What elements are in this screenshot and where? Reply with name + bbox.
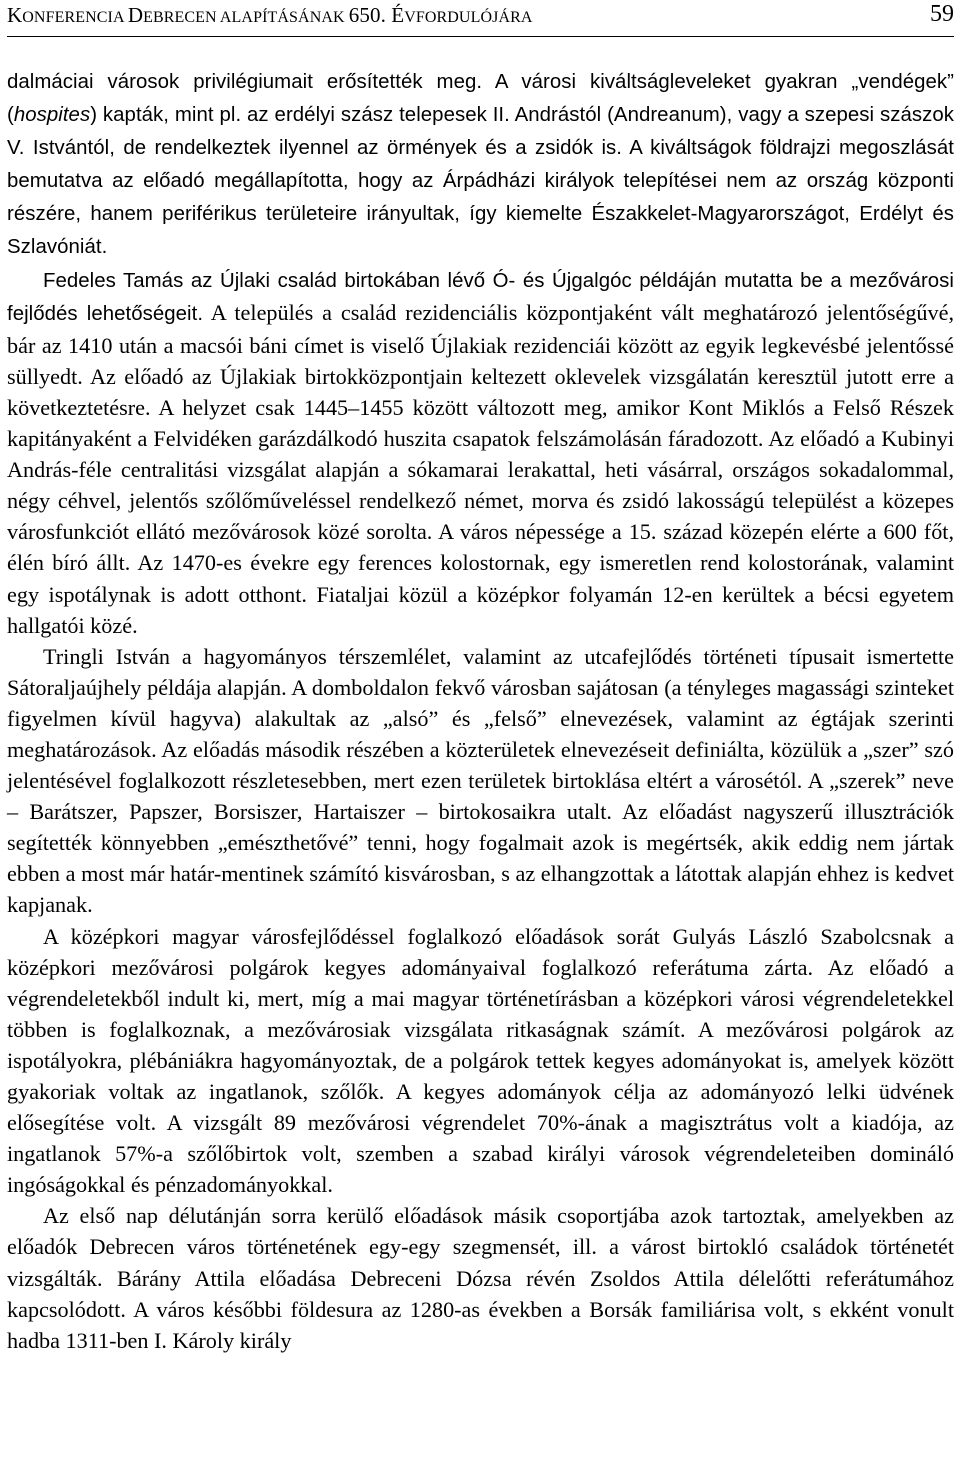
header-title (7, 3, 533, 28)
page-number: 59 (930, 1, 954, 27)
paragraph-text-segment: A település a család rezidenciális központjaként vált meghatározó jelentőségűvé, bár az 1410 után a macsói báni címet is viselő Újlakiak rezidenciái között az egyik legkevésbé jelentőssé süllyedt. Az előadó az Újlakiak birtokközpontjain keltezett oklevelek vizsgálatán keresztül jutott erre a következtetésre. A helyzet csak 1445–1455 között változott meg, amikor Kont Miklós a Felső Részek kapitányaként a Felvidéken garázdálkodó huszita csapatok felszámolásán fáradozott. Az előadó a Kubinyi András-féle centralitási vizsgálat alapján a sókamarai lerakattal, heti vásárral, országos sokadalommal, négy céhvel, jelentős szőlőműveléssel rendelkező német, morva és zsidó lakosságú települést a közepes városfunkciót ellátó mezővárosok közé sorolta. A város népessége a 15. század közepén elérte a 600 főt, élén bíró állt. Az 1470-es évekre egy ferences kolostornak, egy ismeretlen rend kolostorának, valamint egy ispotálynak is adott otthont. Fiataljai közül a középkor folyamán 12-en kerültek a bécsi egyetem hallgatói közé. (7, 299, 954, 638)
paragraph-text-segment: Tringli István a hagyományos térszemlélet, valamint az utcafejlődés történeti típusait ismertette Sátoraljaújhely példája alapján. A domboldalon fekvő városban sajátosan (a tényleges magassági szinteket figyelmen kívül hagyva) alakultak az „alsó” és „felső” elnevezések, valamint az égtájak szerinti meghatározások. Az előadás második részében a közterületek elnevezéseit definiálta, közülük a „szer” szó jelentésével foglalkozott részletesebben, mert ezen területek birtoklása eltért a városétól. A „szerek” neve – Barátszer, Papszer, Borsiszer, Hartaiszer – birtokosaikra utalt. Az előadást nagyszerű illusztrációk segítették könnyebben „emészthetővé” tenni, hogy fogalmait azok is megértsék, akik eddig nem jártak ebben a most már határ-mentinek számító kisvárosban, s az elhangzottak a látottak alapján ehhez is kedvet kapjanak. (7, 643, 954, 918)
paragraph-text-segment: dalmáciai városok privilégiumait erősítették meg. A városi kiváltságleveleket gyakran „vendégek” ( (7, 71, 954, 127)
paragraph-text-segment: Fedeles Tamás az Újlaki család birtokában lévő Ó- és Újgalgóc példáján mutatta be a mezővárosi fejlődés lehetőségeit. (7, 269, 954, 325)
paragraph-text-segment: A középkori magyar városfejlődéssel foglalkozó előadások sorát Gulyás László Szabolcsnak a középkori mezővárosi polgárok kegyes adományaival foglalkozó referátuma zárta. Az előadó a végrendeletekből indult ki, mert, míg a mai magyar történetírásban a középkori városi végrendeletekkel többen is foglalkoznak, a mezővárosiak vizsgálata ritkaságnak számít. A mezővárosi polgárok az ispotályokra, plébániákra hagyományoztak, de a polgárok tettek kegyes adományokat is, amelyek között gyakoriak voltak az ingatlanok, szőlők. A kegyes adományok célja az adományozó lelki üdvének elősegítése volt. A vizsgált 89 mezővárosi végrendelet 70%-ának a magisztrátus volt a kiadója, az ingatlanok 57%-a szőlőbirtok volt, szemben a szabad királyi városok végrendeleteiben domináló ingóságokkal és pénzadományokkal. (7, 923, 954, 1198)
body-text (7, 65, 954, 1356)
header-title-initial-e: É (391, 3, 405, 27)
running-header (7, 0, 954, 37)
header-title-part-3: VFORDULÓJÁRA (404, 9, 533, 26)
document-page (7, 0, 954, 1356)
header-title-initial-k: K (7, 3, 23, 27)
paragraph-p3 (7, 641, 954, 921)
paragraph-p4 (7, 921, 954, 1201)
paragraph-text-segment: ) kapták, mint pl. az erdélyi szász telepesek II. Andrástól (Andreanum), vagy a szepesi szászok V. Istvántól, de rendelkeztek ilyennel az örmények és a zsidók is. A kiváltságok földrajzi megoszlását bemutatva az előadó megállapította, hogy az Árpádházi királyok telepítései nem az ország központi részére, hanem periférikus területeire irányultak, így kiemelte Északkelet-Magyarországot, Erdélyt és Szlavóniát. (7, 104, 954, 259)
paragraph-text-segment: Az első nap délutánján sorra kerülő előadások másik csoportjába azok tartoztak, amelyekben az előadók Debrecen város történetének egy-egy szegmensét, ill. a várost birtokló családok történetét vizsgálták. Bárány Attila előadása Debreceni Dózsa révén Zsoldos Attila délelőtti referátumához kapcsolódott. A város későbbi földesura az 1280-as években a Borsák familiárisa volt, s ekként vonult hadba 1311-ben I. Károly király (7, 1203, 954, 1353)
header-title-number: 650. (348, 3, 392, 27)
paragraph-text-segment: hospites (13, 104, 91, 127)
paragraph-p1 (7, 65, 954, 264)
paragraph-p2 (7, 264, 954, 641)
paragraph-p5 (7, 1200, 954, 1355)
header-title-part-1: ONFERENCIA (22, 9, 128, 26)
header-title-part-2: EBRECEN ALAPÍTÁSÁNAK (143, 9, 349, 26)
header-title-initial-d: D (127, 3, 144, 27)
